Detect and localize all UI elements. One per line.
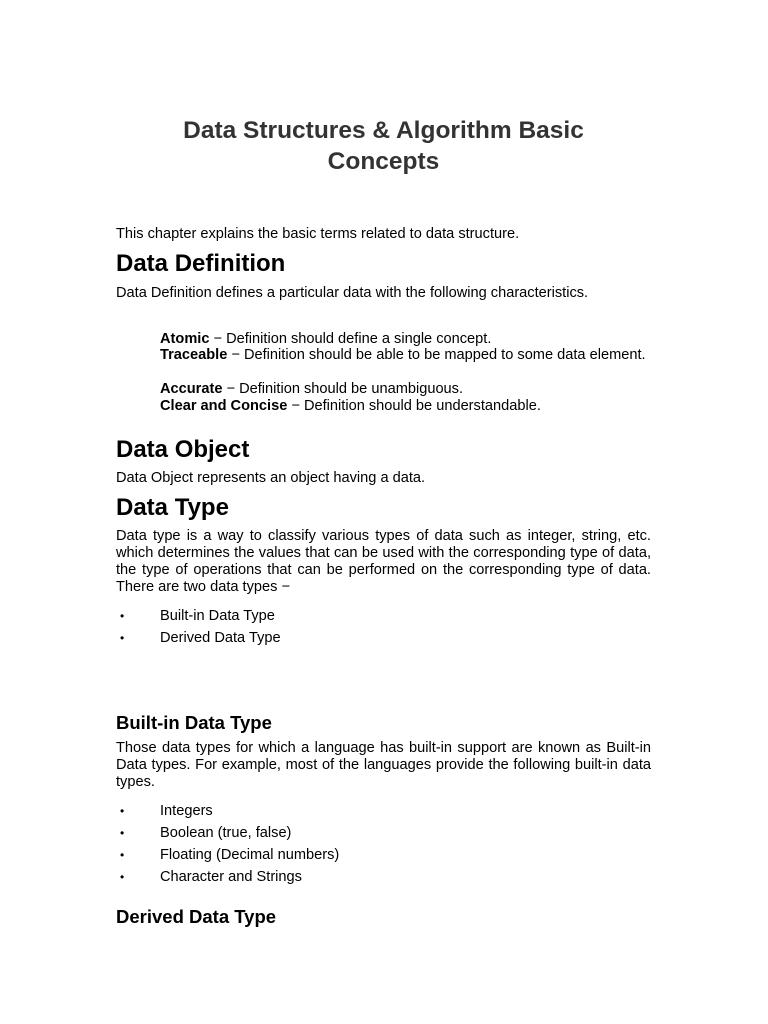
data-object-paragraph: Data Object represents an object having a data.: [116, 470, 426, 486]
definition-item-atomic: [160, 331, 651, 348]
definition-desc: − Definition should define a single concept.: [209, 331, 492, 347]
definition-item-traceable: [160, 347, 651, 364]
heading-data-definition: Data Definition: [116, 250, 286, 277]
heading-data-object: Data Object: [116, 436, 250, 463]
heading-builtin-data-type: Built-in Data Type: [116, 712, 272, 733]
definition-term: Clear and Concise: [160, 398, 288, 414]
bullet-glyph: •: [120, 804, 125, 818]
builtin-paragraph: Those data types for which a language has built-in support are known as Built-in Data types. For example, most of the languages provide the following built-in data types.: [116, 740, 651, 790]
definition-desc: − Definition should be understandable.: [287, 398, 541, 414]
definition-term: Atomic: [160, 331, 210, 347]
page-title-line1: Data Structures & Algorithm Basic: [183, 117, 584, 144]
list-item-text: Boolean (true, false): [160, 825, 292, 841]
list-item-text: Derived Data Type: [160, 630, 281, 646]
definition-desc: − Definition should be able to be mapped to some data element.: [227, 347, 646, 363]
intro-paragraph: This chapter explains the basic terms related to data structure.: [116, 226, 520, 242]
definition-term: Accurate: [160, 381, 223, 397]
heading-data-type: Data Type: [116, 494, 229, 521]
page-title-line2: Concepts: [327, 148, 440, 175]
data-definition-paragraph: Data Definition defines a particular data with the following characteristics.: [116, 285, 589, 301]
definition-item-clear-concise: [160, 398, 651, 415]
bullet-glyph: •: [120, 848, 125, 862]
list-item-text: Floating (Decimal numbers): [160, 847, 340, 863]
page-title: [116, 115, 651, 177]
definition-item-accurate: [160, 381, 651, 398]
list-item-text: Built-in Data Type: [160, 608, 275, 624]
bullet-glyph: •: [120, 826, 125, 840]
bullet-glyph: •: [120, 870, 125, 884]
definition-term: Traceable: [160, 347, 228, 363]
definition-desc: − Definition should be unambiguous.: [222, 381, 464, 397]
bullet-glyph: •: [120, 631, 125, 645]
bullet-glyph: •: [120, 609, 125, 623]
heading-derived-data-type: Derived Data Type: [116, 906, 277, 927]
list-item-text: Character and Strings: [160, 869, 302, 885]
data-type-paragraph: Data type is a way to classify various types of data such as integer, string, etc. which determines the values that can be used with the corresponding type of data, the type of operations that can be performed on the corresponding type of data. There are two data types −: [116, 528, 651, 595]
list-item-text: Integers: [160, 803, 213, 819]
